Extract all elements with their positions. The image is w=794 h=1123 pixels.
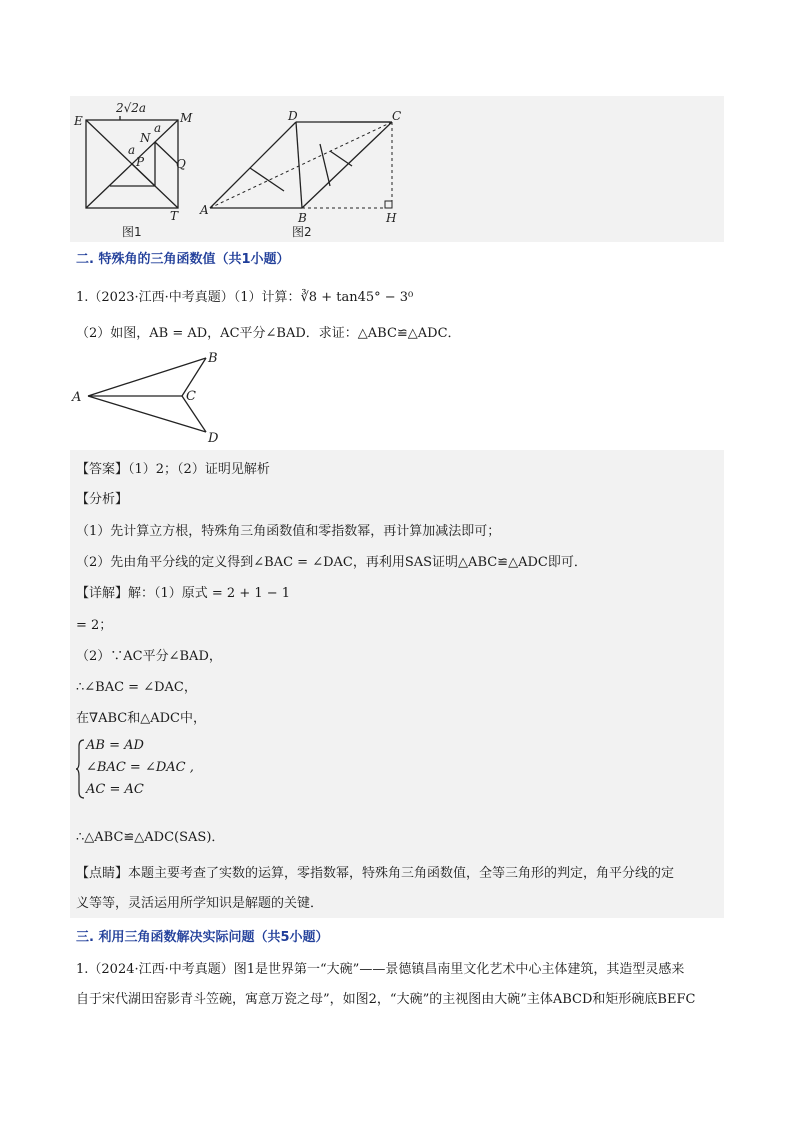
kite-figure <box>70 348 230 444</box>
kite-label-C: C <box>186 389 196 404</box>
kite-label-A: A <box>72 390 82 405</box>
fig2-caption: 图2 <box>292 225 312 239</box>
section-3-title: 三. 利用三角函数解决实际问题（共5小题） <box>76 930 329 945</box>
detail-5: 在∇ABC和△ADC中， <box>76 711 206 726</box>
label-a-top: a <box>154 121 162 135</box>
s3-q1-line2: 自于宋代湖田窑影青斗笠碗，寓意万瓷之母”，如图2，“大碗”的主视图由大碗”主体ABCD和矩形碗底BEFC <box>76 992 696 1007</box>
label-E: E <box>74 114 83 128</box>
label-Q: Q <box>176 157 186 171</box>
analysis-1: （1）先计算立方根，特殊角三角函数值和零指数幂，再计算加减法即可； <box>76 524 501 539</box>
label-a-left: a <box>128 143 136 157</box>
label-H: H <box>386 211 397 225</box>
label-D: D <box>288 109 298 123</box>
label-top-length: 2√2a <box>116 101 147 115</box>
fig1-caption: 图1 <box>122 225 142 239</box>
label-P: P <box>136 155 145 169</box>
detail-2: = 2； <box>76 618 113 633</box>
q1-line1: 1.（2023·江西·中考真题）（1）计算：∛8 + tan45° − 3⁰ <box>76 290 414 305</box>
kite-label-B: B <box>208 351 218 366</box>
system-line-2: ∠BAC = ∠DAC , <box>86 760 194 775</box>
detail-1: 【详解】解：（1）原式 = 2 + 1 − 1 <box>76 586 291 601</box>
label-N: N <box>140 131 151 145</box>
kite-label-D: D <box>208 431 219 444</box>
analysis-heading: 【分析】 <box>76 492 129 507</box>
left-brace <box>76 738 86 800</box>
equation-system <box>76 738 276 800</box>
comment-1: 【点睛】本题主要考查了实数的运算，零指数幂，特殊角三角函数值，全等三角形的判定，角平分线的定 <box>76 866 675 881</box>
system-line-3: AC = AC <box>86 782 144 797</box>
answer-line: 【答案】（1）2；（2）证明见解析 <box>76 462 270 477</box>
top-figure <box>70 96 724 242</box>
label-B: B <box>298 211 307 225</box>
detail-4: ∴∠BAC = ∠DAC， <box>76 680 197 695</box>
detail-3: （2）∵AC平分∠BAD， <box>76 649 222 664</box>
s3-q1-line1: 1.（2024·江西·中考真题）图1是世界第一“大碗”——景德镇昌南里文化艺术中心主体建筑，其造型灵感来 <box>76 962 685 977</box>
label-A: A <box>200 203 209 217</box>
q1-line2: （2）如图，AB = AD，AC平分∠BAD．求证：△ABC≌△ADC． <box>76 326 461 341</box>
detail-6: ∴△ABC≌△ADC(SAS)． <box>76 830 225 845</box>
analysis-2: （2）先由角平分线的定义得到∠BAC = ∠DAC，再利用SAS证明△ABC≌△ADC即可． <box>76 555 587 570</box>
label-T: T <box>170 209 179 223</box>
comment-2: 义等等，灵活运用所学知识是解题的关键． <box>76 896 324 911</box>
figure-1-2-svg <box>70 96 410 242</box>
system-line-1: AB = AD <box>86 738 144 753</box>
label-M: M <box>180 111 193 125</box>
section-2-title: 二. 特殊角的三角函数值（共1小题） <box>76 252 290 267</box>
figure-1 <box>86 116 178 208</box>
label-C: C <box>392 109 402 123</box>
right-angle-mark <box>385 201 392 208</box>
